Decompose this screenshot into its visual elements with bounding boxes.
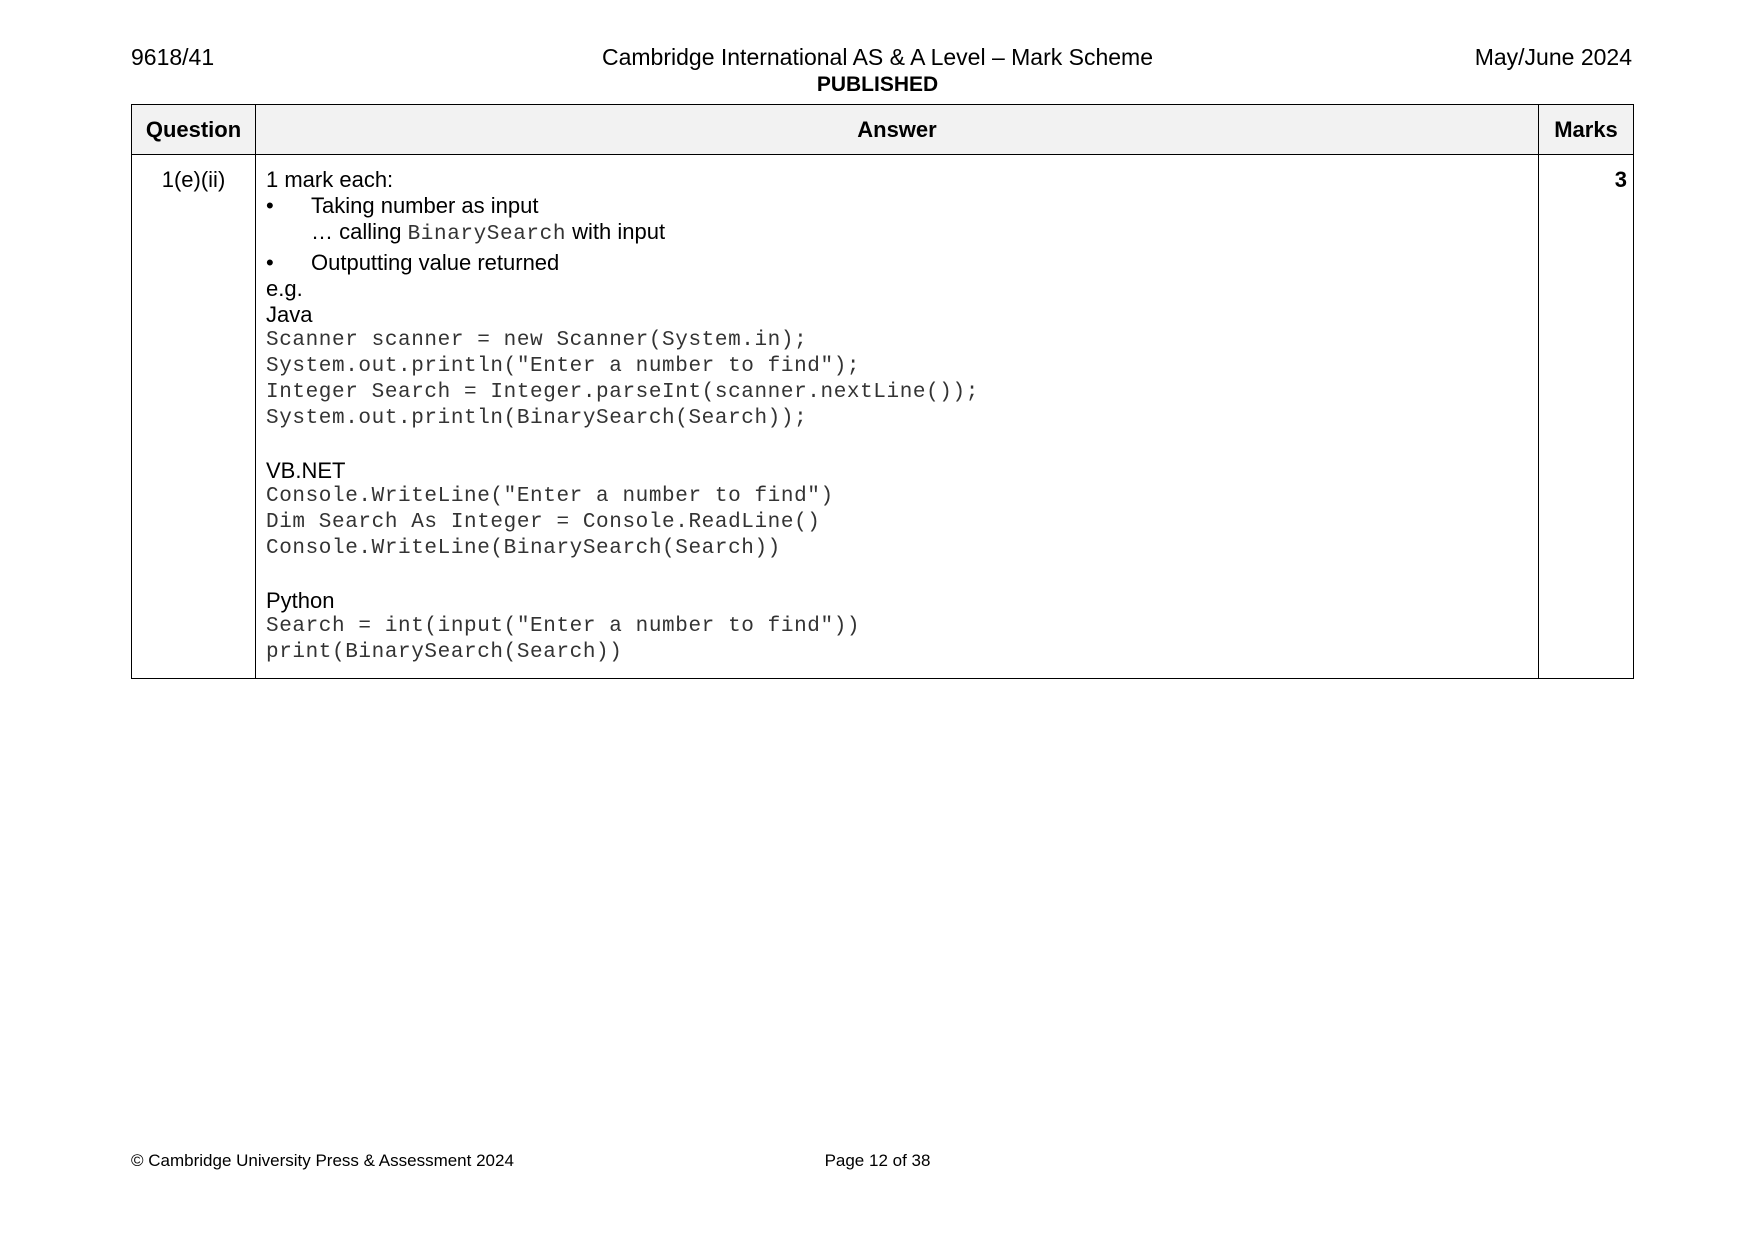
code-line: Dim Search As Integer = Console.ReadLine() <box>266 511 821 534</box>
bullet-icon: • <box>266 250 274 275</box>
published-label: PUBLISHED <box>816 73 939 96</box>
spacer <box>266 432 1528 458</box>
table-header-row <box>132 105 1634 155</box>
document-title: Cambridge International AS & A Level – Mark Scheme <box>601 44 1154 70</box>
java-label: Java <box>266 302 313 327</box>
table-row <box>132 155 1634 679</box>
code-line: System.out.println("Enter a number to find"); <box>266 355 861 378</box>
bullet-text: Taking number as input <box>311 193 539 218</box>
code-line: Integer Search = Integer.parseInt(scanner.nextLine()); <box>266 381 979 404</box>
sub-line-prefix: … calling <box>311 219 408 244</box>
marks-column-header: Marks <box>1539 105 1634 155</box>
python-code-block <box>266 614 1528 666</box>
code-line: print(BinarySearch(Search)) <box>266 641 623 664</box>
sub-line-suffix: with input <box>566 219 666 244</box>
code-line: Console.WriteLine("Enter a number to find") <box>266 485 834 508</box>
bullet-item <box>266 193 1528 219</box>
paper-code: 9618/41 <box>131 44 215 70</box>
marks-value: 3 <box>1539 155 1634 679</box>
python-label: Python <box>266 588 335 613</box>
bullet-item <box>266 250 1528 276</box>
code-line: System.out.println(BinarySearch(Search)); <box>266 407 808 430</box>
example-label: e.g. <box>266 276 303 301</box>
copyright-notice: © Cambridge University Press & Assessment 2024 <box>131 1151 514 1170</box>
bullet-text: Outputting value returned <box>311 250 560 275</box>
page-number: Page 12 of 38 <box>824 1151 931 1170</box>
answer-column-header: Answer <box>256 105 1539 155</box>
bullet-icon: • <box>266 193 274 218</box>
answer-cell <box>256 155 1539 679</box>
answer-intro: 1 mark each: <box>266 167 394 192</box>
code-line: Search = int(input("Enter a number to find")) <box>266 615 861 638</box>
vbnet-code-block <box>266 484 1528 562</box>
vbnet-label: VB.NET <box>266 458 346 483</box>
question-column-header: Question <box>132 105 256 155</box>
java-code-block <box>266 328 1528 432</box>
spacer <box>266 562 1528 588</box>
code-line: Scanner scanner = new Scanner(System.in); <box>266 329 808 352</box>
question-number: 1(e)(ii) <box>132 155 256 679</box>
code-line: Console.WriteLine(BinarySearch(Search)) <box>266 537 781 560</box>
inline-code: BinarySearch <box>407 223 567 246</box>
mark-scheme-table <box>131 104 1634 679</box>
exam-session: May/June 2024 <box>1474 44 1632 70</box>
bullet-sub-line <box>266 219 1528 248</box>
